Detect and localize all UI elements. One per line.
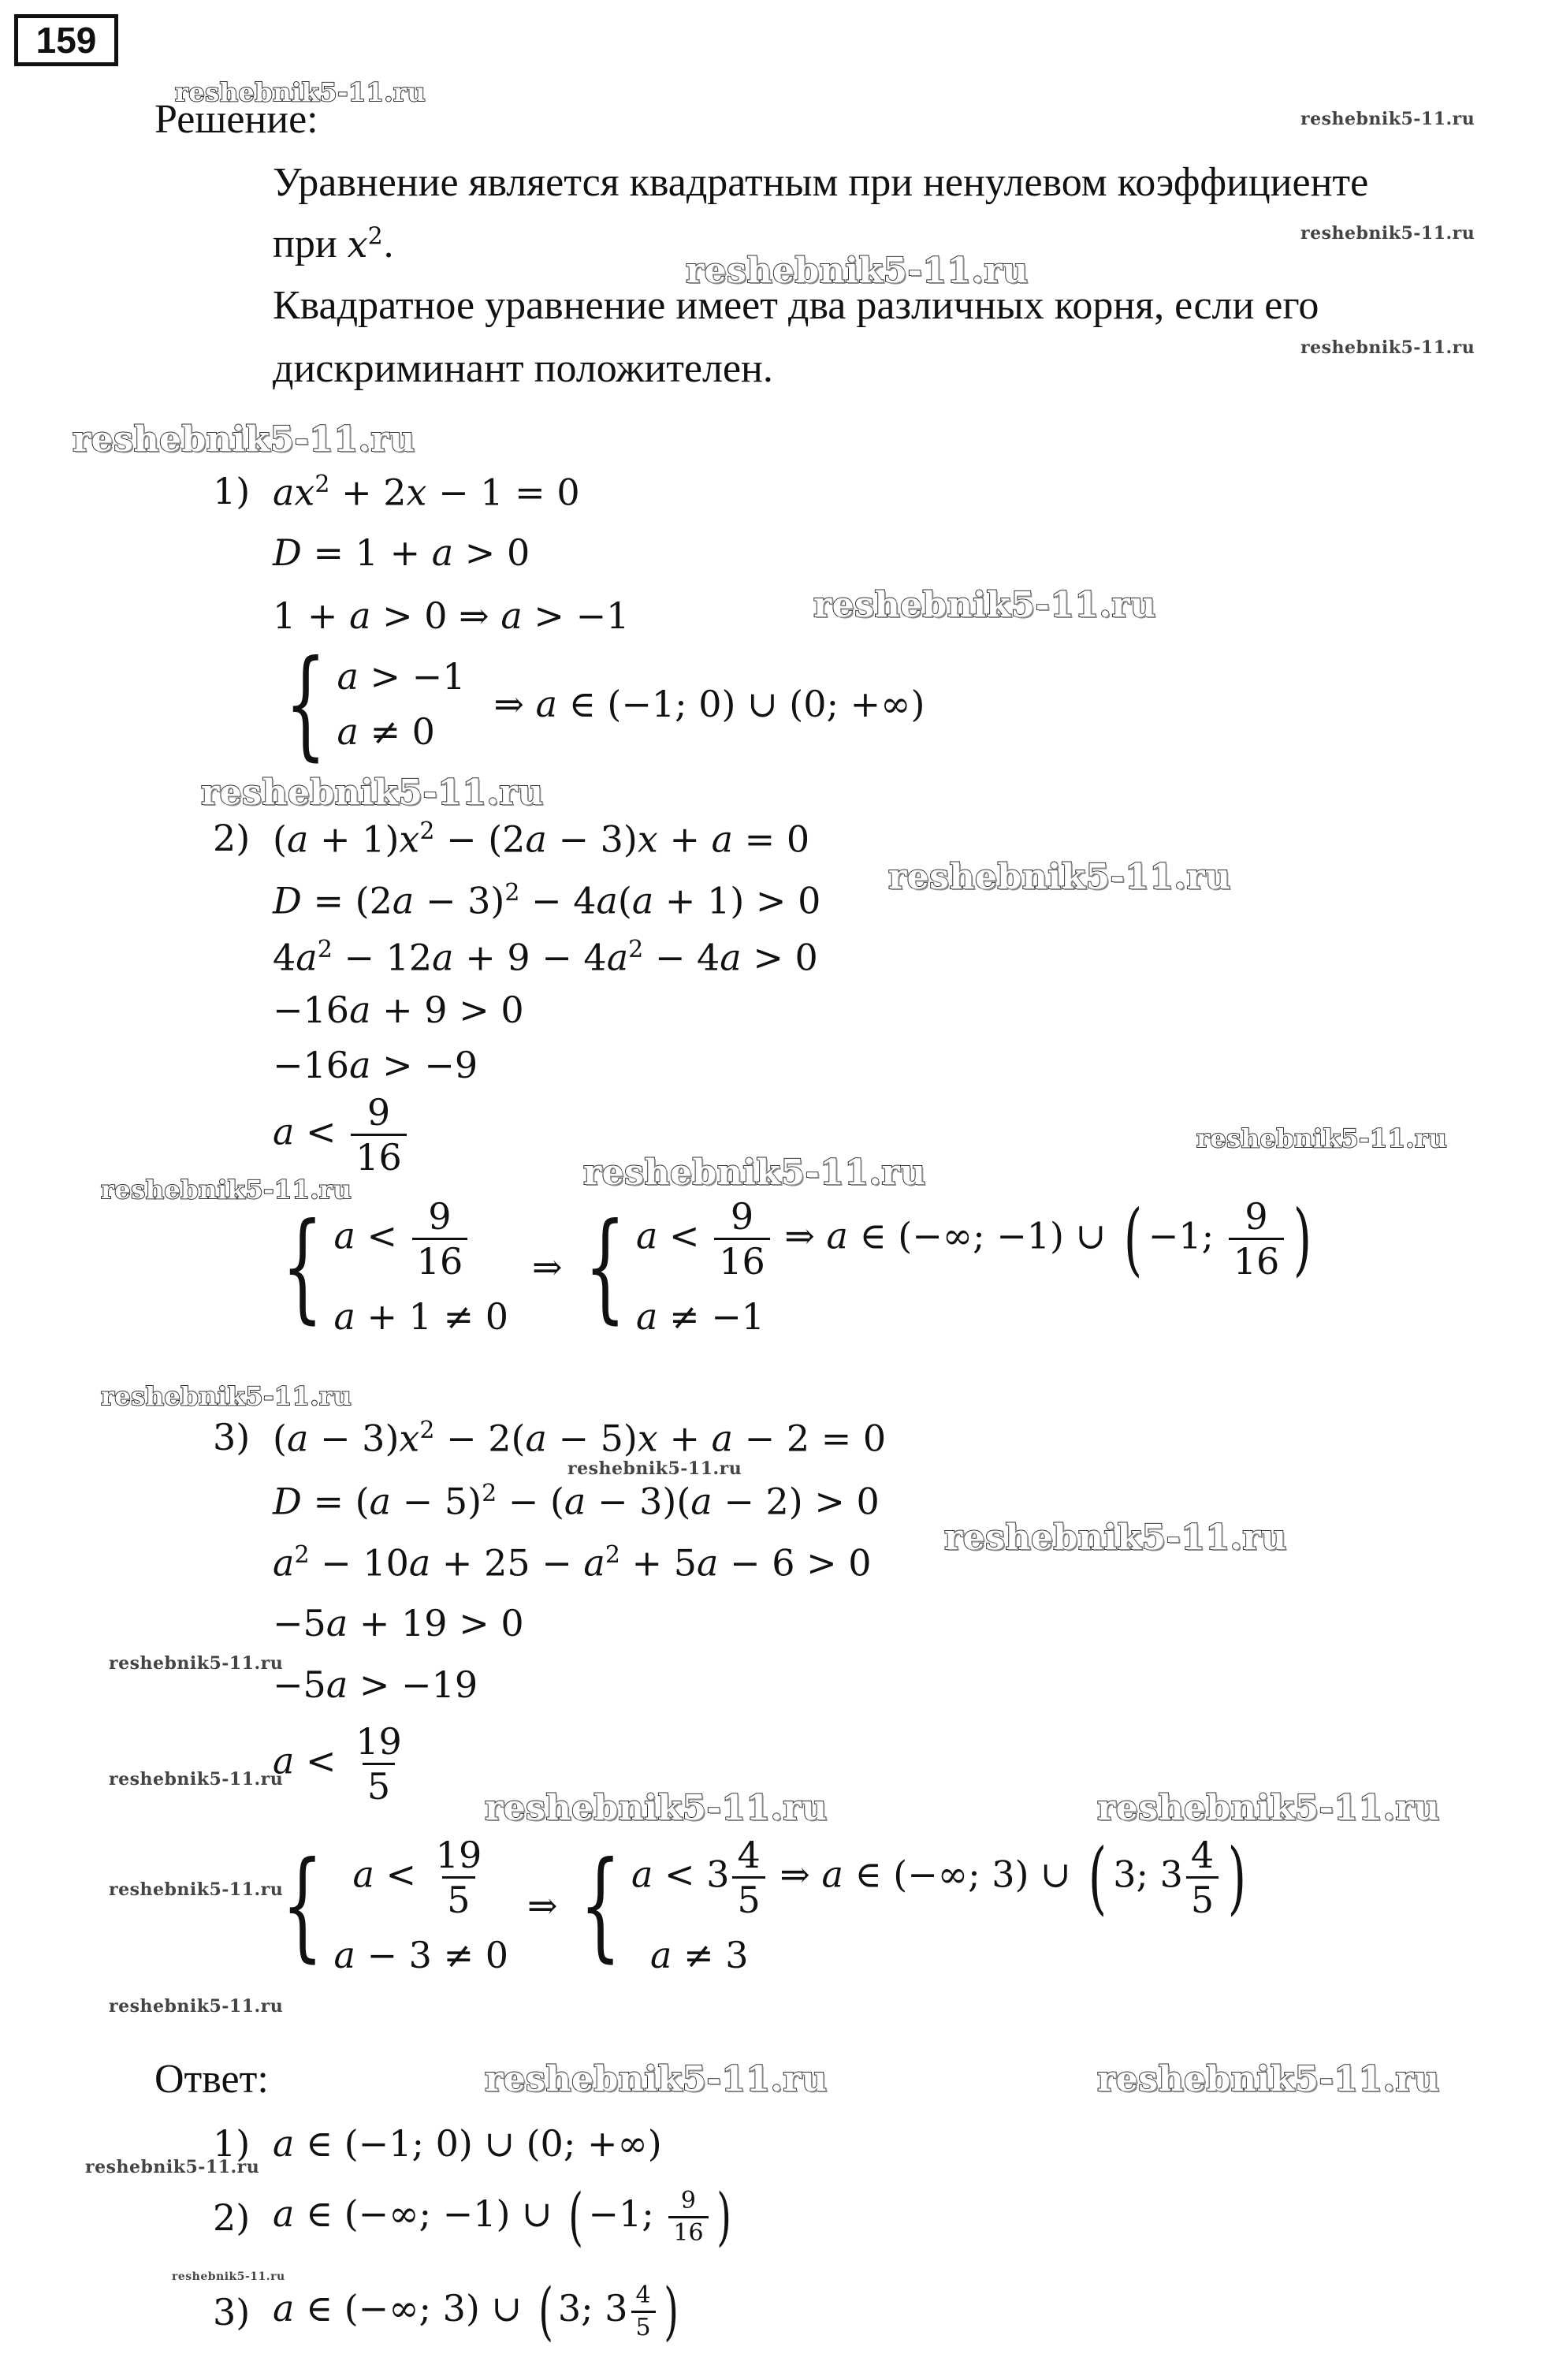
case-3-step3: −5a > −19 (273, 1663, 478, 1706)
case-1-eq: $ax^2 + 2x - 1 = 0$ (273, 471, 580, 514)
case-2-step4: a < $\frac{9}{16}$ (273, 1094, 410, 1175)
watermark: reshebnik5-11.ru (1300, 223, 1475, 244)
watermark: reshebnik5-11.ru (109, 1653, 284, 1674)
case-3-eq: $(a - 3)x^2 - 2(a - 5)x + a - 2 = 0$ (273, 1417, 887, 1460)
answer-2-label: 2) (213, 2196, 251, 2239)
case-1-label: 1) (213, 470, 251, 512)
watermark: reshebnik5-11.ru (485, 2059, 828, 2099)
answer-3-label: 3) (213, 2291, 251, 2333)
watermark: reshebnik5-11.ru (85, 2157, 260, 2177)
watermark: reshebnik5-11.ru (1097, 2059, 1440, 2099)
case-3-step2: −5a + 19 > 0 (273, 1602, 524, 1644)
case-3-step4: a < $\frac{19}{5}$ (273, 1720, 402, 1808)
answer-heading: Ответ: (154, 2057, 269, 2102)
case-1-disc: D = 1 + a > 0 (273, 531, 530, 574)
solution-heading: Решение: (154, 97, 318, 142)
watermark: reshebnik5-11.ru (1196, 1123, 1448, 1153)
watermark: reshebnik5-11.ru (101, 1381, 352, 1411)
case-1-system: { a > −1 a ≠ 0 ⇒ a ∈ (−1; 0) ∪ (0; +∞) (285, 635, 925, 773)
case-1-ineq: 1 + a > 0 ⇒ a > −1 (273, 594, 630, 637)
intro-line-3: Квадратное уравнение имеет два различных корня, если его (273, 283, 1319, 328)
intro-line-2: при (273, 222, 337, 266)
case-2-eq: $(a + 1)x^2 - (2a - 3)x + a = 0$ (273, 818, 810, 861)
watermark: reshebnik5-11.ru (485, 1788, 828, 1828)
watermark: reshebnik5-11.ru (813, 585, 1156, 625)
case-2-system: { a < $\frac{9}{16}$ a + 1 ≠ 0 ⇒ { a < $\frac{9}{16}$ ⇒ a ∈ (−∞; −1) ∪ ( −1; $\frac{9}{16}$ ) a ≠ −1 (281, 1192, 1312, 1338)
watermark: reshebnik5-11.ru (888, 857, 1231, 897)
watermark: reshebnik5-11.ru (73, 419, 415, 460)
answer-3: a ∈ (−∞; 3) ∪ ( 3; 3 $\frac{4}{5}$ ) (273, 2274, 679, 2348)
intro-line-1: Уравнение является квадратным при ненулевом коэффициенте (273, 160, 1369, 205)
answer-1: a ∈ (−1; 0) ∪ (0; +∞) (273, 2122, 662, 2165)
answer-2: a ∈ (−∞; −1) ∪ ( −1; $\frac{9}{16}$ ) (273, 2180, 731, 2253)
watermark: reshebnik5-11.ru (109, 1996, 284, 2017)
watermark: reshebnik5-11.ru (1097, 1788, 1440, 1828)
case-2-step3: −16a > −9 (273, 1044, 478, 1086)
case-3-system: { a < $\frac{19}{5}$ a − 3 ≠ 0 ⇒ { a < 3 $\frac{4}{5}$ ⇒ a ∈ (−∞; 3) ∪ ( 3; 3 $\frac{4}{5}$ ) a ≠ 3 (281, 1831, 1247, 1976)
case-2-step2: −16a + 9 > 0 (273, 989, 524, 1031)
task-number: 159 (14, 14, 118, 66)
watermark: reshebnik5-11.ru (583, 1153, 926, 1193)
watermark: reshebnik5-11.ru (175, 77, 426, 107)
case-2-label: 2) (213, 817, 251, 859)
watermark: reshebnik5-11.ru (944, 1518, 1287, 1558)
watermark: reshebnik5-11.ru (1300, 109, 1475, 129)
watermark: reshebnik5-11.ru (201, 773, 544, 813)
case-3-label: 3) (213, 1416, 251, 1458)
watermark: reshebnik5-11.ru (109, 1879, 284, 1900)
case-2-disc: $D = (2a - 3)^2 - 4a(a + 1) > 0$ (273, 879, 821, 922)
watermark: reshebnik5-11.ru (109, 1769, 284, 1790)
case-2-step1: $4a^2 - 12a + 9 - 4a^2 - 4a > 0$ (273, 936, 818, 979)
case-3-disc: $D = (a - 5)^2 - (a - 3)(a - 2) > 0$ (273, 1480, 880, 1523)
intro-line-4: дискриминант положителен. (273, 346, 773, 391)
watermark: reshebnik5-11.ru (101, 1175, 352, 1205)
answer-1-label: 1) (213, 2122, 251, 2165)
watermark: reshebnik5-11.ru (172, 2270, 285, 2283)
watermark: reshebnik5-11.ru (686, 251, 1029, 291)
watermark: reshebnik5-11.ru (567, 1458, 742, 1479)
watermark: reshebnik5-11.ru (1300, 337, 1475, 358)
case-3-step1: $a^2 - 10a + 25 - a^2 + 5a - 6 > 0$ (273, 1541, 872, 1585)
